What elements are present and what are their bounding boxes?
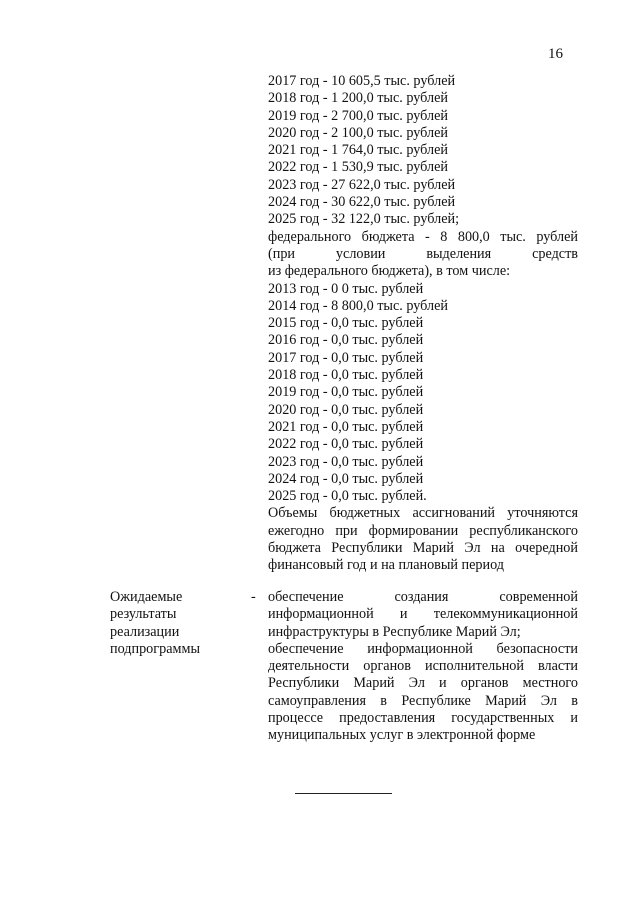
budget-line: 2015 год - 0,0 тыс. рублей [268,315,424,332]
result-item: обеспечение создания современной информационной и телекоммуникационной инфраструктуры в Республике Марий Эл; [268,589,578,640]
budget-line: 2023 год - 27 622,0 тыс. рублей [268,176,456,193]
result-item: обеспечение информационной безопасности деятельности органов исполнительной власти Республики Марий Эл и органов местного самоуправления в Республике Марий Эл в процессе предоставления государственных и муниципальных услуг в электронной форме [268,640,578,744]
budget-line: 2022 год - 1 530,9 тыс. рублей [268,159,448,176]
budget-line: 2014 год - 8 800,0 тыс. рублей [268,297,448,314]
label-line: Ожидаемые [110,589,183,605]
republic-budget-lines [268,73,578,229]
expected-results-label [110,589,230,658]
budget-line: 2016 год - 0,0 тыс. рублей [268,332,424,349]
budget-line: 2020 год - 2 100,0 тыс. рублей [268,124,448,141]
budget-line: 2025 год - 32 122,0 тыс. рублей; [268,211,460,228]
end-divider [295,793,392,794]
page-number: 16 [548,46,563,62]
label-line: подпрограммы [110,640,200,657]
budget-line: 2020 год - 0,0 тыс. рублей [268,401,424,418]
budget-line: 2013 год - 0 0 тыс. рублей [268,280,424,297]
budget-line: 2018 год - 0,0 тыс. рублей [268,367,424,384]
federal-intro-line: (при условии выделения средств [268,245,578,262]
budget-line: 2024 год - 30 622,0 тыс. рублей [268,194,456,211]
allocation-note: Объемы бюджетных ассигнований уточняются ежегодно при формировании республиканского бюджета Республики Марий Эл на очередной финансовый год и на плановый период [268,505,578,574]
budget-line: 2017 год - 0,0 тыс. рублей [268,349,424,366]
budget-line: 2022 год - 0,0 тыс. рублей [268,436,424,453]
budget-line: 2023 год - 0,0 тыс. рублей [268,453,424,470]
budget-line: 2019 год - 2 700,0 тыс. рублей [268,107,448,124]
budget-line: 2017 год - 10 605,5 тыс. рублей [268,73,456,89]
budget-line: 2025 год - 0,0 тыс. рублей. [268,488,427,505]
budget-line: 2019 год - 0,0 тыс. рублей [268,384,424,401]
federal-budget-lines [268,281,578,506]
budget-line: 2018 год - 1 200,0 тыс. рублей [268,90,448,107]
funding-column [268,73,578,575]
label-line: реализации [110,623,180,640]
budget-line: 2021 год - 1 764,0 тыс. рублей [268,142,448,159]
federal-intro-line: федерального бюджета - 8 800,0 тыс. рублей [268,228,578,245]
label-dash: - [251,589,256,605]
budget-line: 2021 год - 0,0 тыс. рублей [268,418,424,435]
federal-intro-line: из федерального бюджета), в том числе: [268,263,511,280]
budget-line: 2024 год - 0,0 тыс. рублей [268,470,424,487]
label-line: результаты [110,606,177,623]
expected-results-text [268,589,578,745]
federal-budget-intro [268,229,578,281]
